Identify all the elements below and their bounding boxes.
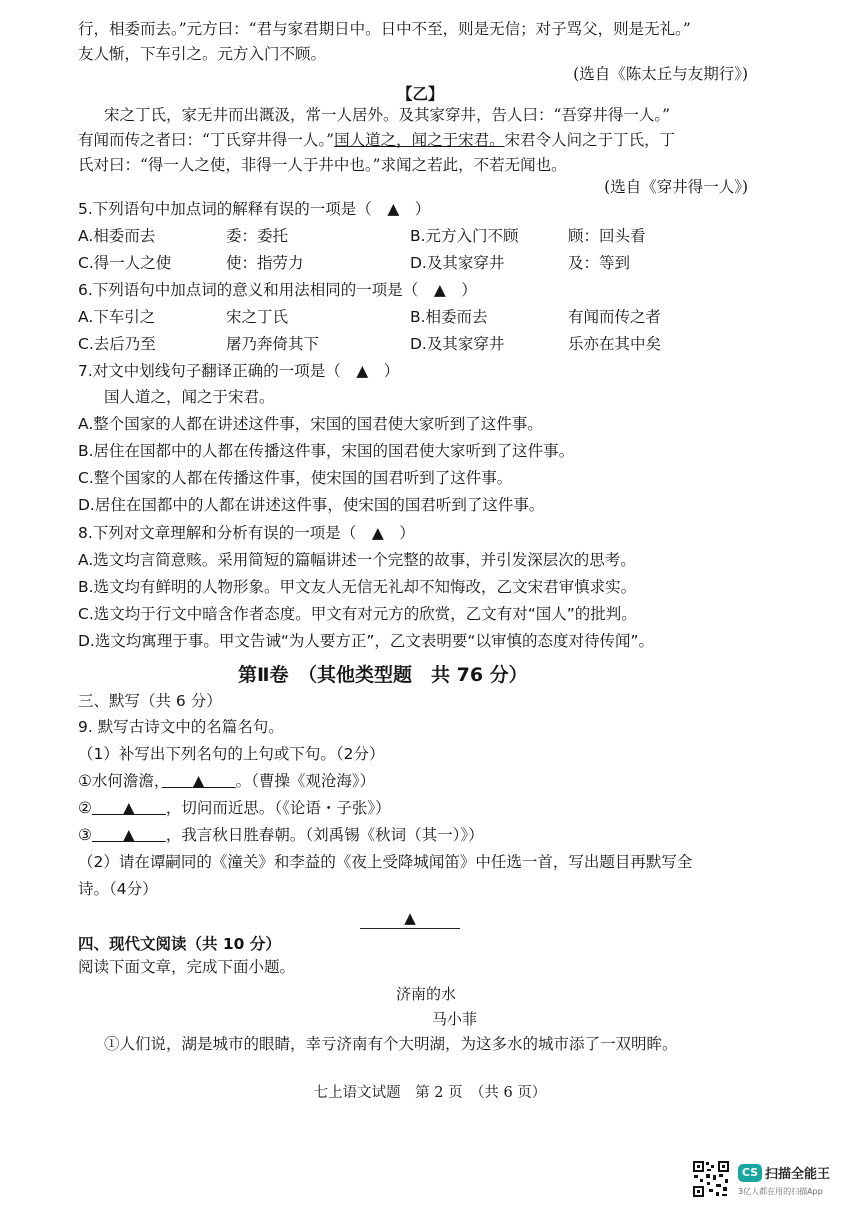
q9-item-1-blank[interactable]	[162, 772, 236, 790]
q8-option-a: A.选文均言简意赅。采用简短的篇幅讲述一个完整的故事，并引发深层次的思考。	[78, 551, 636, 569]
article-author: 马小菲	[432, 1010, 478, 1028]
q8-close: ）	[399, 524, 415, 542]
answer-mark-icon: ▲	[433, 281, 446, 299]
q6-option-a-pair: 宋之丁氏	[226, 308, 289, 326]
q8-option-d: D.选文均寓理于事。甲文告诫“为人要方正”，乙文表明要“以审慎的态度对待传闻”。	[78, 632, 654, 650]
q6-stem	[78, 279, 477, 301]
q7-option-c: C.整个国家的人都在传播这件事，使宋国的国君听到了这件事。	[78, 469, 513, 487]
q7-option-d: D.居住在国都中的人都在讲述这件事，使宋国的国君听到了这件事。	[78, 496, 545, 514]
camscanner-name: 扫描全能王	[765, 1167, 831, 1182]
q5-option-a: A.相委而去	[78, 227, 156, 245]
page-footer: 七上语文试题 第 2 页 （共 6 页）	[313, 1085, 547, 1101]
q7-close: ）	[383, 362, 400, 380]
q9-item-2-text: ，切问而近思。（《论语・子张》）	[165, 799, 391, 817]
q8-stem-text: 8.下列对文章理解和分析有误的一项是（	[78, 524, 357, 542]
q8-option-b: B.选文均有鲜明的人物形象。甲文友人无信无礼却不知悔改，乙文宋君审慎求实。	[78, 578, 637, 596]
q5-option-b: B.元方入门不顾	[410, 227, 519, 245]
q6-close: ）	[461, 281, 477, 299]
qr-code-icon	[692, 1160, 730, 1198]
passage-b-line-2-end: 宋君令人问之于丁氏，丁	[504, 131, 676, 149]
passage-a-source: (选自《陈太丘与友期行》)	[573, 65, 748, 83]
camscanner-logo-icon: CS	[738, 1164, 762, 1182]
part-4-instruction: 阅读下面文章，完成下面小题。	[78, 958, 296, 976]
q5-option-b-gloss: 顾：回头看	[568, 227, 646, 245]
q9-item-2-number: ②	[78, 799, 92, 817]
answer-mark-icon: ▲	[192, 772, 205, 790]
passage-b-heading: 【乙】	[397, 85, 444, 103]
q9-item-3-blank[interactable]	[92, 826, 166, 844]
part-4-heading: 四、现代文阅读（共 10 分）	[78, 935, 281, 953]
answer-mark-icon: ▲	[122, 799, 135, 817]
passage-a-line-1: 行，相委而去。”元方曰：“君与家君期日中。日中不至，则是无信；对子骂父，则是无礼。”	[78, 20, 691, 38]
q5-option-d-gloss: 及：等到	[568, 254, 631, 272]
q9-sub-2-answer-blank[interactable]	[360, 908, 460, 929]
q7-option-a: A.整个国家的人都在讲述这件事，宋国的国君使大家听到了这件事。	[78, 415, 543, 433]
passage-a-line-2: 友人惭，下车引之。元方入门不顾。	[78, 45, 327, 63]
q8-stem	[78, 522, 415, 544]
q5-stem-text: 5.下列语句中加点词的解释有误的一项是（	[78, 200, 372, 218]
article-paragraph-1: ①人们说，湖是城市的眼睛，幸亏济南有个大明湖，为这多水的城市添了一双明眸。	[104, 1035, 678, 1053]
q6-option-d-pair: 乐亦在其中矣	[568, 335, 662, 353]
q6-option-b-pair: 有闻而传之者	[568, 308, 662, 326]
answer-mark-icon: ▲	[371, 524, 384, 542]
q6-option-c-pair: 屠乃奔倚其下	[226, 335, 320, 353]
article-title: 济南的水	[396, 985, 457, 1003]
q9-sub-2-line-2: 诗。（4分）	[78, 880, 158, 898]
section-2-title: 第Ⅱ卷 （其他类型题 共 76 分）	[238, 664, 528, 686]
answer-mark-icon: ▲	[387, 200, 400, 218]
q9-item-1	[78, 770, 375, 792]
part-3-heading: 三、默写（共 6 分）	[78, 692, 222, 710]
q6-option-d: D.及其家穿井	[410, 335, 505, 353]
q6-option-b: B.相委而去	[410, 308, 488, 326]
passage-b-source: (选自《穿井得一人》)	[604, 178, 748, 196]
q7-stem-text: 7.对文中划线句子翻译正确的一项是（	[78, 362, 341, 380]
answer-mark-icon: ▲	[122, 826, 135, 844]
q5-option-c-gloss: 使：指劳力	[226, 254, 304, 272]
q8-option-c: C.选文均于行文中暗含作者态度。甲文有对元方的欣赏，乙文有对“国人”的批判。	[78, 605, 637, 623]
q5-close: ）	[414, 200, 431, 218]
q9-item-3	[78, 824, 484, 846]
q7-quote: 国人道之，闻之于宋君。	[104, 388, 275, 406]
passage-b-line-2-start: 有闻而传之者曰：“丁氏穿井得一人。”	[78, 131, 335, 149]
q7-stem	[78, 360, 399, 382]
q9-item-1-text: ①水何澹澹，	[78, 772, 162, 790]
answer-mark-icon: ▲	[356, 362, 369, 380]
answer-mark-icon: ▲	[404, 909, 416, 927]
q9-item-2	[78, 797, 391, 819]
q5-option-a-gloss: 委：委托	[226, 227, 289, 245]
camscanner-tagline: 3亿人都在用的扫描App	[738, 1187, 823, 1196]
q7-option-b: B.居住在国都中的人都在传播这件事，宋国的国君使大家听到了这件事。	[78, 442, 575, 460]
q6-option-a: A.下车引之	[78, 308, 156, 326]
q9-item-2-blank[interactable]	[92, 799, 166, 817]
q6-option-c: C.去后乃至	[78, 335, 156, 353]
q5-option-d: D.及其家穿井	[410, 254, 505, 272]
q9-item-3-text: ，我言秋日胜春朝。（刘禹锡《秋词（其一）》）	[165, 826, 484, 844]
passage-b-line-3: 氏对曰：“得一人之使，非得一人于井中也。”求闻之若此，不若无闻也。	[78, 156, 567, 174]
q9-item-3-number: ③	[78, 826, 92, 844]
q6-stem-text: 6.下列语句中加点词的意义和用法相同的一项是（	[78, 281, 419, 299]
passage-b-line-1: 宋之丁氏，家无井而出溉汲，常一人居外。及其家穿井，告人曰：“吾穿井得一人。”	[104, 106, 671, 124]
q9-sub-1: （1）补写出下列名句的上句或下句。（2分）	[78, 745, 385, 763]
passage-b-line-2	[78, 129, 675, 151]
q9-sub-2-line-1: （2）请在谭嗣同的《潼关》和李益的《夜上受降城闻笛》中任选一首，写出题目再默写全	[78, 853, 693, 871]
q9-stem: 9. 默写古诗文中的名篇名句。	[78, 718, 284, 736]
q9-item-1-source: 。（曹操《观沧海》）	[235, 772, 376, 790]
underlined-sentence: 国人道之，闻之于宋君。	[334, 131, 505, 149]
q5-stem	[78, 198, 430, 220]
q5-option-c: C.得一人之使	[78, 254, 172, 272]
